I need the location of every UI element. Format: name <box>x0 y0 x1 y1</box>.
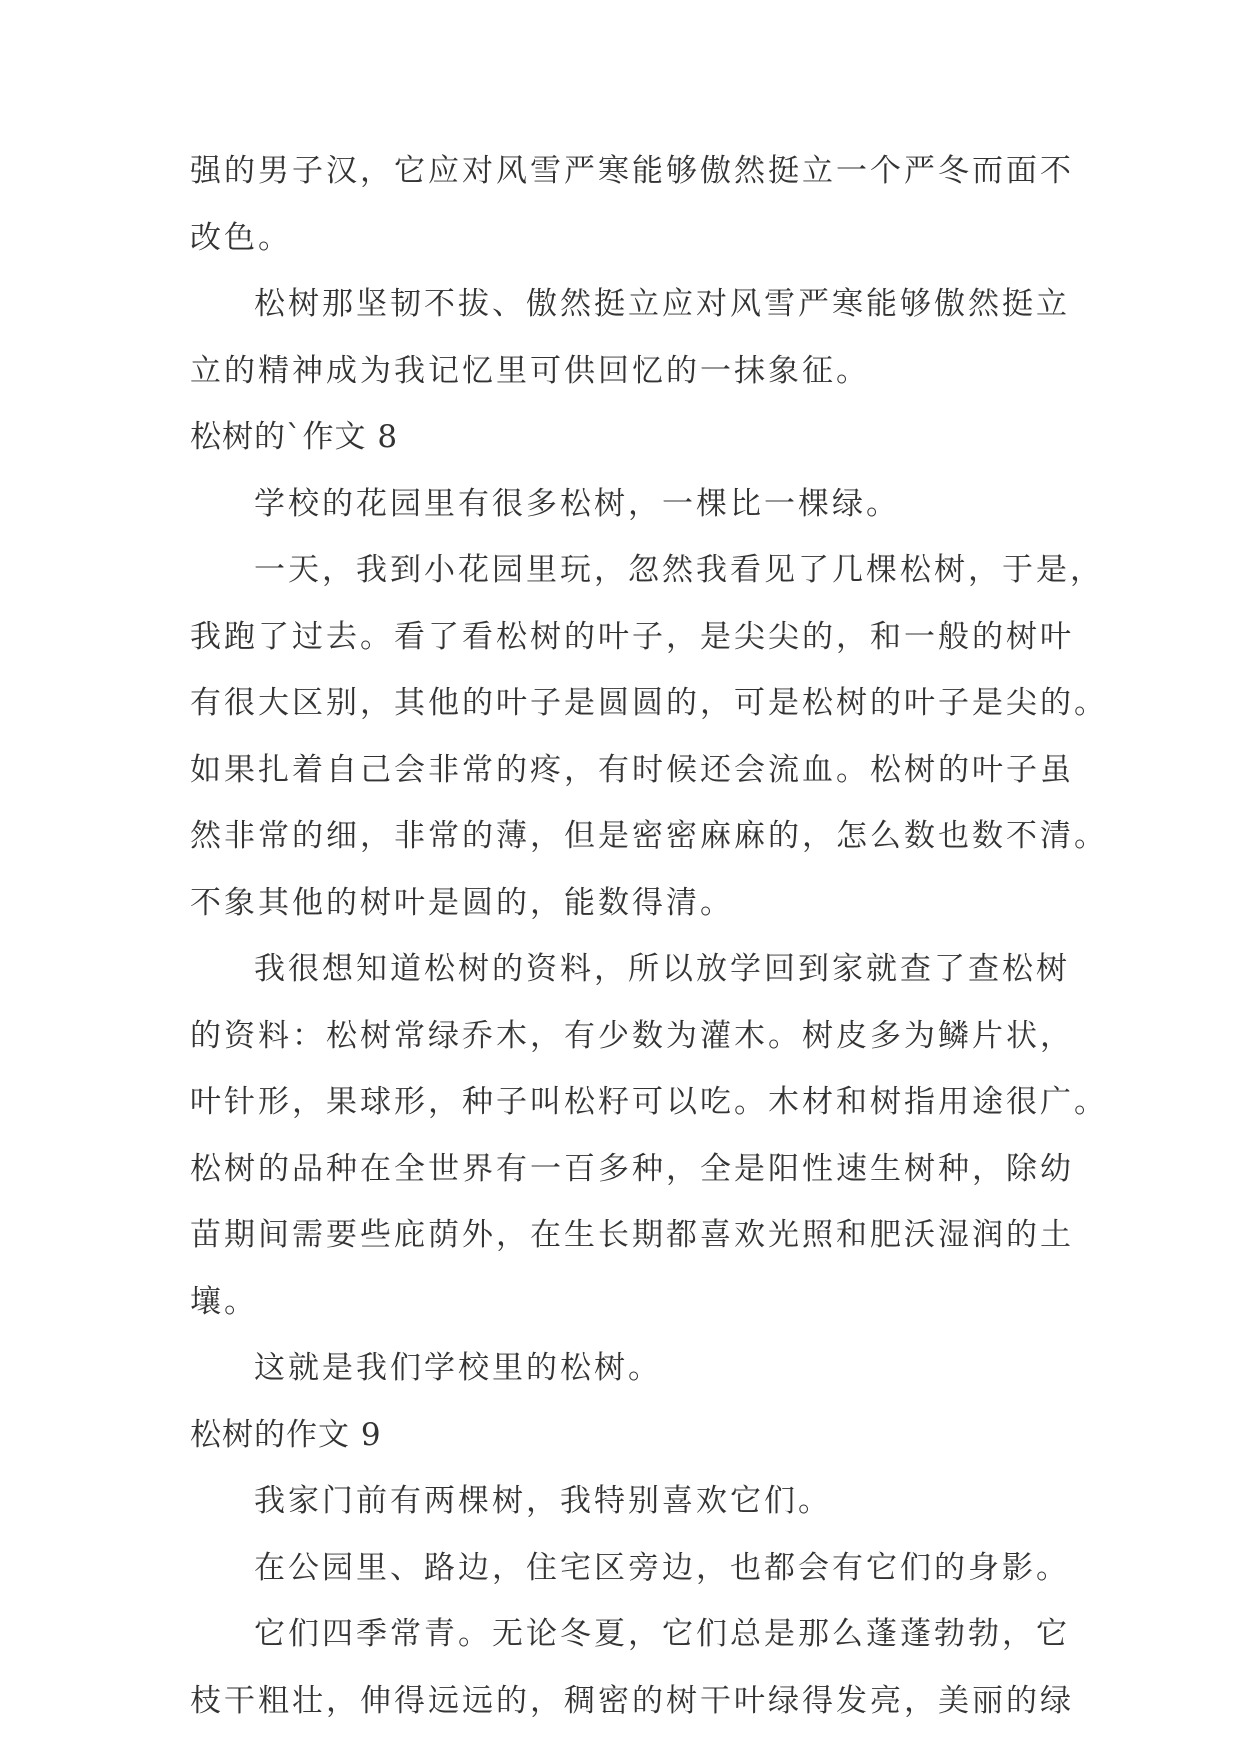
section-heading-essay-8: 松树的`作文 8 <box>190 419 399 455</box>
text-line: 有很大区别，其他的叶子是圆圆的，可是松树的叶子是尖的。 <box>190 685 1108 721</box>
text-line: 松树的品种在全世界有一百多种，全是阳性速生树种，除幼 <box>190 1150 1074 1187</box>
text-line: 强的男子汉，它应对风雪严寒能够傲然挺立一个严冬而面不 <box>190 153 1074 189</box>
text-line: 然非常的细，非常的薄，但是密密麻麻的，怎么数也数不清。 <box>190 818 1108 854</box>
paragraph-start-line: 我家门前有两棵树，我特别喜欢它们。 <box>254 1483 832 1519</box>
text-line: 壤。 <box>190 1283 258 1320</box>
paragraph-start-line: 它们四季常青。无论冬夏，它们总是那么蓬蓬勃勃，它 <box>254 1616 1070 1652</box>
paragraph-start-line: 学校的花园里有很多松树，一棵比一棵绿。 <box>254 485 900 522</box>
document-body <box>190 138 1108 1734</box>
text-line: 苗期间需要些庇荫外，在生长期都喜欢光照和肥沃湿润的土 <box>190 1217 1074 1253</box>
paragraph-start-line: 在公园里、路边，住宅区旁边，也都会有它们的身影。 <box>254 1549 1070 1586</box>
paragraph-start-line: 这就是我们学校里的松树。 <box>254 1350 662 1386</box>
section-heading-essay-9: 松树的作文 9 <box>190 1416 382 1453</box>
paragraph-start-line: 一天，我到小花园里玩，忽然我看见了几棵松树，于是， <box>254 552 1104 588</box>
text-line: 枝干粗壮，伸得远远的，稠密的树干叶绿得发亮，美丽的绿 <box>190 1682 1074 1719</box>
text-line: 不象其他的树叶是圆的，能数得清。 <box>190 884 734 921</box>
text-line: 如果扎着自己会非常的疼，有时候还会流血。松树的叶子虽 <box>190 751 1074 788</box>
text-line: 改色。 <box>190 219 292 256</box>
text-line: 叶针形，果球形，种子叫松籽可以吃。木材和树指用途很广。 <box>190 1084 1108 1120</box>
paragraph-start-line: 我很想知道松树的资料，所以放学回到家就查了查松树 <box>254 951 1070 987</box>
text-line: 的资料：松树常绿乔木，有少数为灌木。树皮多为鳞片状， <box>190 1017 1074 1054</box>
text-line: 立的精神成为我记忆里可供回忆的一抹象征。 <box>190 352 870 389</box>
paragraph-start-line: 松树那坚韧不拔、傲然挺立应对风雪严寒能够傲然挺立 <box>254 286 1070 322</box>
text-line: 我跑了过去。看了看松树的叶子，是尖尖的，和一般的树叶 <box>190 618 1074 655</box>
